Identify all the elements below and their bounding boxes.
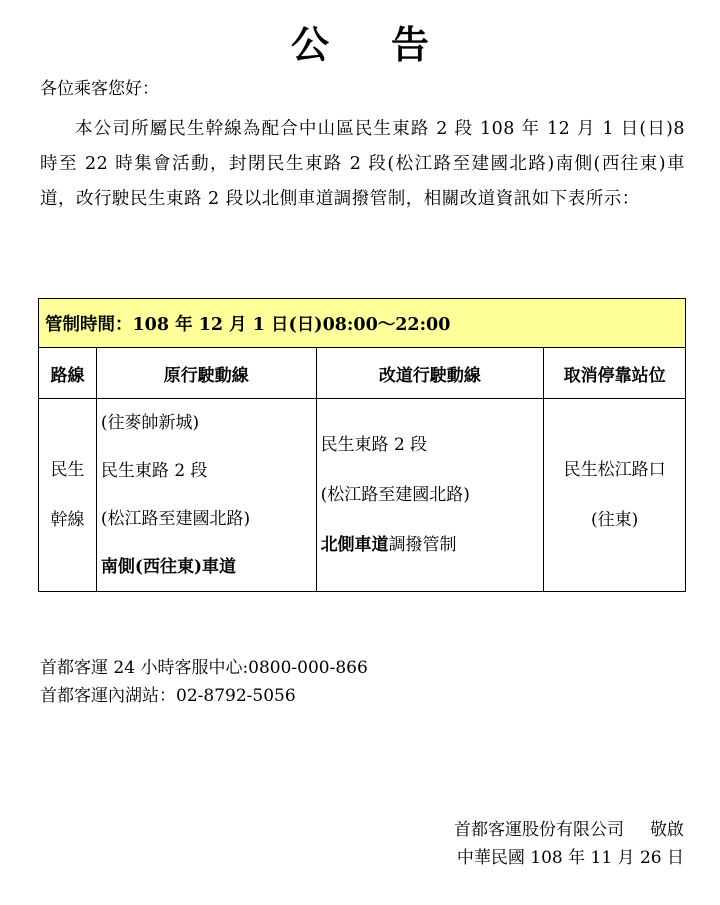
route-name-2: 幹線	[50, 510, 85, 530]
cancelled-stop-direction: (往東)	[590, 510, 639, 530]
original-line-3: (松江路至建國北路)	[100, 509, 251, 529]
detour-control: 調撥管制	[388, 535, 457, 555]
header-route: 路線	[39, 348, 97, 399]
header-detour-route: 改道行駛動線	[316, 348, 544, 399]
original-line-2: 民生東路 2 段	[100, 461, 208, 481]
service-center-phone: 首都客運 24 小時客服中心:0800-000-866	[40, 658, 368, 678]
company-name: 首都客運股份有限公司	[454, 820, 624, 840]
header-cancelled-stop: 取消停靠站位	[544, 348, 686, 399]
detour-line-3	[321, 520, 544, 570]
route-name-1: 民生	[50, 460, 85, 480]
greeting: 各位乘客您好：	[40, 79, 159, 99]
original-line-1: (往麥帥新城)	[100, 413, 200, 433]
cancelled-stop-cell	[544, 399, 686, 592]
header-original-route: 原行駛動線	[96, 348, 316, 399]
contact-info	[40, 654, 368, 710]
title-char-2: 告	[391, 23, 430, 67]
title-char-1: 公	[290, 23, 329, 67]
closing-word: 敬啟	[650, 820, 684, 840]
detour-table	[38, 298, 686, 592]
issue-date: 中華民國 108 年 11 月 26 日	[456, 848, 684, 868]
original-line-4: 南側(西往東)車道	[100, 557, 237, 577]
original-route-cell	[96, 399, 316, 592]
detour-route-cell	[316, 399, 544, 592]
route-cell	[39, 399, 97, 592]
control-time: 管制時間：108 年 12 月 1 日(日)08:00～22:00	[39, 299, 686, 348]
detour-line-2: (松江路至建國北路)	[320, 485, 470, 505]
detour-line-1: 民生東路 2 段	[320, 435, 428, 455]
neihu-station-phone: 首都客運內湖站：02-8792-5056	[40, 686, 296, 706]
notice-body: 本公司所屬民生幹線為配合中山區民生東路 2 段 108 年 12 月 1 日(日)8 時至 22 時集會活動，封閉民生東路 2 段(松江路至建國北路)南側(西往東)車道，改行駛民生東路 2 段以北側車道調撥管制，相關改道資訊如下表所示：	[40, 119, 685, 209]
detour-north-lane: 北側車道	[320, 535, 389, 555]
cancelled-stop-name: 民生松江路口	[563, 460, 666, 480]
notice-title	[0, 14, 720, 69]
signature-block	[454, 816, 684, 872]
